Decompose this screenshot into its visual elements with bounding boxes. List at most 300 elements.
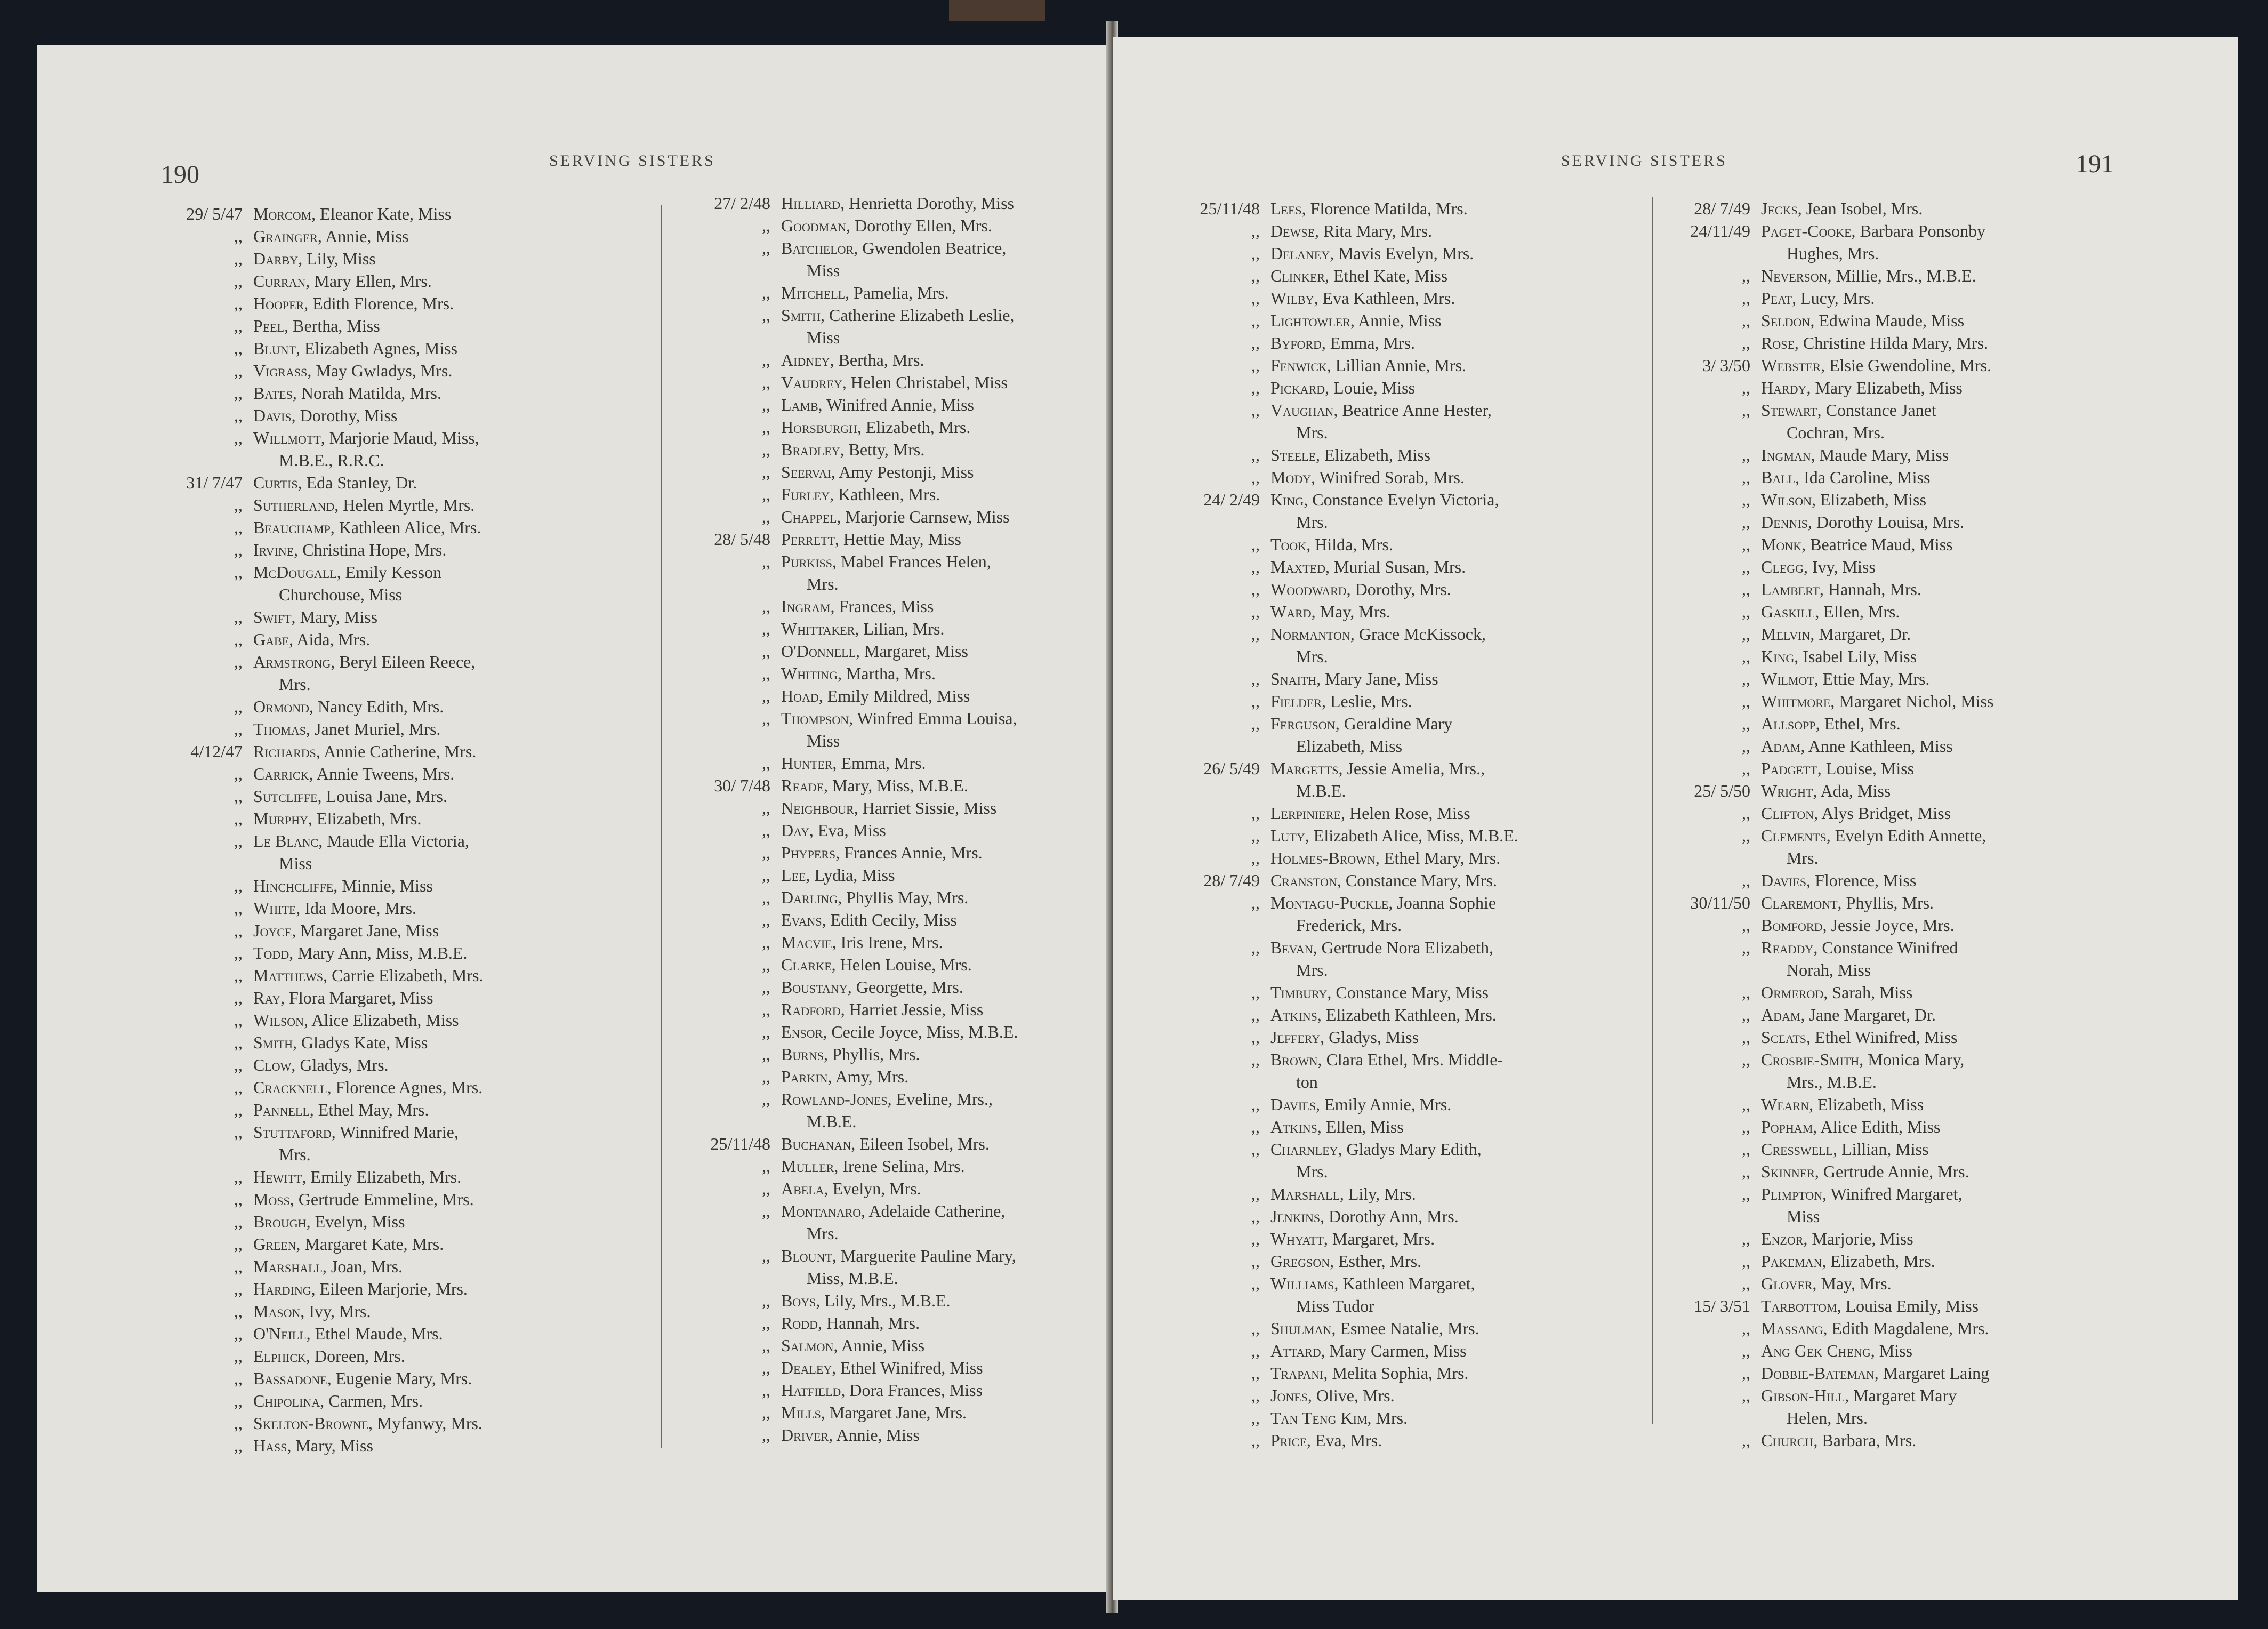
entry-date: ,, <box>234 1078 243 1097</box>
entry-name <box>1270 1227 1435 1250</box>
entry-name <box>1270 757 1485 780</box>
given-names: Henrietta Dorothy, Miss <box>849 194 1014 213</box>
entry-row <box>674 349 1106 371</box>
entry-name <box>781 998 983 1021</box>
surname: Lambert, <box>1761 580 1824 599</box>
entry-row <box>1654 421 2230 444</box>
surname: Davies, <box>1761 871 1811 890</box>
entry-row <box>1654 690 2230 712</box>
surname: Neverson, <box>1761 266 1832 285</box>
entry-name <box>781 371 1008 394</box>
entry-date: 24/11/49 <box>1690 221 1750 240</box>
entry-date: ,, <box>762 619 770 638</box>
given-names: Marjorie Carnsew, Miss <box>845 507 1010 526</box>
entry-row <box>1654 959 2230 981</box>
entry-row <box>1654 1004 2230 1026</box>
surname: Margetts, <box>1270 759 1343 778</box>
entry-name <box>253 1255 403 1278</box>
entry-row <box>674 573 1106 595</box>
given-names: Annie Catherine, Mrs. <box>324 742 477 761</box>
entry-date: ,, <box>762 686 770 705</box>
entry-date: ,, <box>1742 1363 1750 1383</box>
surname: King, <box>1270 490 1308 509</box>
entry-row <box>674 1401 1106 1424</box>
entry-date: 30/11/50 <box>1690 893 1750 912</box>
surname: Gregson, <box>1270 1251 1334 1271</box>
entry-name <box>781 1424 920 1446</box>
entry-row <box>674 864 1106 886</box>
surname: Darling, <box>781 888 842 907</box>
entry-row <box>1654 1205 2230 1227</box>
given-names: Margaret, Dr. <box>1819 624 1911 644</box>
given-names: Gertrude Emmeline, Mrs. <box>298 1190 474 1209</box>
given-names: Norah Matilda, Mrs. <box>301 383 441 403</box>
entry-name <box>781 483 940 505</box>
surname: Readdy, <box>1761 938 1818 957</box>
given-names: Mary, Miss, M.B.E. <box>832 776 968 795</box>
entry-date: ,, <box>1742 311 1750 330</box>
entry-date: ,, <box>1251 221 1260 240</box>
entry-date: ,, <box>1742 983 1750 1002</box>
given-names: Kathleen Margaret, <box>1342 1274 1475 1293</box>
entry-row <box>147 919 701 942</box>
entry-date: 25/ 5/50 <box>1694 781 1750 800</box>
given-names: Kathleen, Mrs. <box>838 485 940 504</box>
entry-name <box>781 1088 993 1110</box>
entry-name <box>1270 600 1390 623</box>
surname: Paget-Cooke, <box>1761 221 1856 240</box>
given-names: Joanna Sophie <box>1397 893 1497 912</box>
given-names: Margaret, Miss <box>864 641 968 661</box>
given-names: Winfred Emma Louisa, <box>857 709 1017 728</box>
entry-date: ,, <box>234 1302 243 1321</box>
entry-date: ,, <box>1742 468 1750 487</box>
given-names: Elsie Gwendoline, Mrs. <box>1829 356 1992 375</box>
given-names: Helen Rose, Miss <box>1349 804 1470 823</box>
given-names: Gwendolen Beatrice, <box>862 238 1007 258</box>
entry-name <box>253 964 483 986</box>
surname: Radford, <box>781 1000 845 1019</box>
given-names: Joan, Mrs. <box>331 1257 403 1276</box>
surname: Vaughan, <box>1270 400 1338 420</box>
entry-row <box>147 964 701 986</box>
entry-date: ,, <box>234 1369 243 1388</box>
entry-date: ,, <box>1742 1319 1750 1338</box>
entry-name <box>781 595 934 617</box>
surname: Pannell, <box>253 1100 314 1119</box>
surname: Clifton, <box>1761 804 1819 823</box>
given-names: Churchouse, Miss <box>279 585 403 604</box>
surname: Massang, <box>1761 1319 1828 1338</box>
entry-row <box>674 1222 1106 1245</box>
entry-name <box>781 931 943 953</box>
entry-date: ,, <box>234 1436 243 1455</box>
entry-name <box>807 259 840 282</box>
entry-date: ,, <box>234 495 243 515</box>
entry-name <box>1761 712 1901 735</box>
entry-row <box>674 595 1106 617</box>
entry-name <box>781 953 972 976</box>
entry-name <box>1296 1295 1374 1317</box>
given-names: Constance Winifred <box>1822 938 1958 957</box>
given-names: Harriet Jessie, Miss <box>849 1000 984 1019</box>
entry-name <box>253 404 397 427</box>
entry-row <box>1654 309 2230 332</box>
entry-date: ,, <box>1742 692 1750 711</box>
surname: Montanaro, <box>781 1201 866 1221</box>
entry-name <box>1270 556 1466 578</box>
given-names: Minnie, Miss <box>342 876 433 895</box>
entry-name <box>253 897 416 919</box>
entry-row <box>147 1345 701 1367</box>
given-names: Mary Carmen, Miss <box>1329 1341 1467 1360</box>
given-names: Lily, Mrs., M.B.E. <box>824 1291 951 1310</box>
entry-date: ,, <box>762 507 770 526</box>
entry-row <box>1654 1160 2230 1183</box>
surname: Swift, <box>253 607 296 627</box>
entry-row <box>147 874 701 897</box>
surname: Smith, <box>781 306 825 325</box>
given-names: Leslie, Mrs. <box>1330 692 1412 711</box>
entry-row <box>147 1009 701 1031</box>
surname: Hass, <box>253 1436 292 1455</box>
given-names: Jessie Amelia, Mrs., <box>1347 759 1485 778</box>
given-names: Christina Hope, Mrs. <box>302 540 447 559</box>
surname: Whiting, <box>781 664 842 683</box>
entry-row <box>1654 824 2230 847</box>
entry-row <box>1164 488 1724 511</box>
surname: Sutherland, <box>253 495 339 515</box>
entry-name <box>253 763 454 785</box>
entry-row <box>674 237 1106 259</box>
entry-name <box>1270 1116 1404 1138</box>
entry-date: ,, <box>1251 1319 1260 1338</box>
entry-row <box>1654 600 2230 623</box>
given-names: Emily Mildred, Miss <box>827 686 970 705</box>
given-names: Mrs., M.B.E. <box>1787 1072 1877 1092</box>
given-names: Elizabeth, Miss <box>1324 445 1431 464</box>
entry-row <box>1164 533 1724 556</box>
entry-row <box>1164 1160 1724 1183</box>
surname: Rowland-Jones, <box>781 1089 892 1109</box>
entry-row <box>1164 690 1724 712</box>
given-names: Maude Mary, Miss <box>1819 445 1949 464</box>
given-names: Ellen, Mrs. <box>1823 602 1900 621</box>
entry-date: 25/11/48 <box>1200 199 1260 218</box>
entry-name <box>253 539 446 561</box>
given-names: Mrs. <box>807 1224 839 1243</box>
given-names: Millie, Mrs., M.B.E. <box>1836 266 1976 285</box>
given-names: May Gwladys, Mrs. <box>316 361 453 380</box>
entry-date: ,, <box>1251 1408 1260 1427</box>
given-names: Elizabeth, Mrs. <box>1830 1251 1935 1271</box>
given-names: Betty, Mrs. <box>848 440 925 459</box>
entry-row <box>674 640 1106 662</box>
entry-row <box>147 270 701 292</box>
entry-date: ,, <box>234 1100 243 1119</box>
entry-row <box>674 931 1106 953</box>
entry-row <box>147 1434 701 1457</box>
entry-date: 27/ 2/48 <box>714 194 770 213</box>
entry-row <box>1654 735 2230 757</box>
given-names: Mary, Miss <box>295 1436 373 1455</box>
entry-date: ,, <box>762 1157 770 1176</box>
entry-name <box>1761 1362 1989 1384</box>
entry-name <box>253 494 474 516</box>
entry-date: 4/12/47 <box>190 742 243 761</box>
entry-date: ,, <box>1742 714 1750 733</box>
given-names: Martha, Mrs. <box>846 664 936 683</box>
surname: Maxted, <box>1270 557 1330 576</box>
entry-row <box>1654 914 2230 936</box>
entry-date: ,, <box>1742 1184 1750 1203</box>
surname: Allsopp, <box>1761 714 1820 733</box>
entry-name <box>781 976 963 998</box>
entry-date: ,, <box>1742 1050 1750 1069</box>
surname: Thomas, <box>253 719 311 739</box>
given-names: Elizabeth, Miss <box>1817 1095 1924 1114</box>
entry-name <box>1761 802 1951 824</box>
entry-name <box>1270 1272 1475 1295</box>
entry-name <box>807 729 840 752</box>
surname: Timbury, <box>1270 983 1332 1002</box>
entry-row <box>147 1031 701 1054</box>
given-names: Gertrude Annie, Mrs. <box>1823 1162 1969 1181</box>
entry-date: ,, <box>234 1122 243 1142</box>
entry-row <box>1164 1048 1724 1071</box>
entry-name <box>1787 242 1879 264</box>
entry-name <box>1761 1317 1989 1339</box>
entry-row <box>674 774 1106 797</box>
entry-row <box>1654 533 2230 556</box>
given-names: Nancy Edith, Mrs. <box>318 697 444 716</box>
entry-name <box>253 1031 428 1054</box>
entry-date: ,, <box>1742 1274 1750 1293</box>
surname: Davies, <box>1270 1095 1321 1114</box>
entry-row <box>674 304 1106 326</box>
given-names: Margaret Kate, Mrs. <box>304 1234 444 1254</box>
entry-row <box>674 909 1106 931</box>
given-names: Margaret Mary <box>1853 1386 1957 1405</box>
given-names: Emma, Mrs. <box>841 753 926 773</box>
given-names: Mrs. <box>807 574 839 593</box>
entry-name <box>781 797 996 819</box>
page-number: 191 <box>2076 150 2114 178</box>
entry-row <box>674 1289 1106 1312</box>
given-names: Ada, Miss <box>1820 781 1891 800</box>
given-names: Lillian Annie, Mrs. <box>1335 356 1467 375</box>
entry-row <box>147 1054 701 1076</box>
entry-row <box>674 1065 1106 1088</box>
entry-name <box>1270 981 1489 1004</box>
entry-name <box>279 852 312 874</box>
entry-date: ,, <box>762 753 770 773</box>
given-names: Myfanwy, Mrs. <box>377 1414 482 1433</box>
given-names: Ivy, Mrs. <box>309 1302 371 1321</box>
entry-date: ,, <box>234 339 243 358</box>
surname: Bates, <box>253 383 297 403</box>
entry-row <box>674 819 1106 841</box>
given-names: Constance Mary, Mrs. <box>1345 871 1497 890</box>
surname: Clinker, <box>1270 266 1329 285</box>
entry-date: 28/ 5/48 <box>714 529 770 549</box>
entry-date: ,, <box>762 350 770 370</box>
entry-row <box>147 651 701 673</box>
surname: Normanton, <box>1270 624 1355 644</box>
entry-name <box>781 1065 908 1088</box>
given-names: Emily Elizabeth, Mrs. <box>310 1167 462 1186</box>
entry-name <box>781 886 968 909</box>
surname: Attard, <box>1270 1341 1325 1360</box>
entry-name <box>1761 1429 1916 1451</box>
entry-date: ,, <box>1742 1341 1750 1360</box>
entry-row <box>1654 645 2230 668</box>
entry-name <box>1761 1160 1969 1183</box>
given-names: Dorothy Ellen, Mrs. <box>855 216 992 235</box>
given-names: Margaret Jane, Mrs. <box>829 1403 967 1422</box>
given-names: Miss <box>807 261 840 280</box>
given-names: Kathleen Alice, Mrs. <box>339 518 481 537</box>
surname: Tarbottom, <box>1761 1296 1841 1315</box>
entry-date: ,, <box>234 652 243 671</box>
entry-name <box>253 1166 461 1188</box>
entry-row <box>147 247 701 270</box>
entry-date: ,, <box>1251 669 1260 688</box>
surname: Whitmore, <box>1761 692 1835 711</box>
entry-row <box>674 1334 1106 1357</box>
entry-date: ,, <box>1742 804 1750 823</box>
given-names: Phyllis, Mrs. <box>1846 893 1934 912</box>
entry-row <box>1654 1362 2230 1384</box>
entry-name <box>781 550 991 573</box>
given-names: Annie Tweens, Mrs. <box>316 764 455 783</box>
entry-row <box>1654 444 2230 466</box>
entry-row <box>674 1133 1106 1155</box>
surname: Boustany, <box>781 977 852 997</box>
entry-date: ,, <box>1251 378 1260 397</box>
entry-date: ,, <box>762 865 770 885</box>
entry-name <box>781 1379 983 1401</box>
given-names: Catherine Elizabeth Leslie, <box>829 306 1015 325</box>
surname: Goodman, <box>781 216 851 235</box>
entry-name <box>1761 869 1916 892</box>
entry-row <box>674 214 1106 237</box>
entry-name <box>781 1289 951 1312</box>
surname: Popham, <box>1761 1117 1817 1136</box>
entry-name <box>1270 1183 1416 1205</box>
entry-row <box>1164 1339 1724 1362</box>
entry-name <box>781 461 974 483</box>
entry-row <box>147 225 701 247</box>
entry-row <box>674 1357 1106 1379</box>
entry-name <box>1270 1407 1408 1429</box>
entry-date: ,, <box>234 1212 243 1231</box>
entry-date: ,, <box>1742 1005 1750 1024</box>
entry-row <box>1164 668 1724 690</box>
entry-name <box>279 449 384 471</box>
entry-row <box>1164 1071 1724 1093</box>
surname: Peel, <box>253 316 289 335</box>
surname: Whyatt, <box>1270 1229 1328 1248</box>
given-names: Miss <box>1787 1207 1820 1226</box>
surname: Ray, <box>253 988 285 1007</box>
entry-row <box>674 1424 1106 1446</box>
entry-name <box>781 1401 967 1424</box>
surname: Burns, <box>781 1045 829 1064</box>
given-names: Murial Susan, Mrs. <box>1334 557 1466 576</box>
entry-row <box>1164 399 1724 421</box>
given-names: Dorothy Ann, Mrs. <box>1329 1207 1459 1226</box>
surname: Jeffery, <box>1270 1028 1325 1047</box>
surname: Plimpton, <box>1761 1184 1827 1203</box>
entry-date: ,, <box>1251 580 1260 599</box>
surname: Pakeman, <box>1761 1251 1827 1271</box>
surname: Curtis, <box>253 473 302 492</box>
entry-date: ,, <box>1251 1207 1260 1226</box>
surname: Wilson, <box>253 1010 308 1030</box>
entry-row <box>147 494 701 516</box>
surname: Grainger, <box>253 227 322 246</box>
running-head: SERVING SISTERS <box>1561 152 1727 170</box>
entry-date: ,, <box>1742 1431 1750 1450</box>
entry-row <box>1164 309 1724 332</box>
given-names: Anne Kathleen, Miss <box>1808 736 1953 756</box>
entry-row <box>1654 1384 2230 1407</box>
given-names: Louise, Miss <box>1825 759 1915 778</box>
entry-row <box>147 673 701 695</box>
entry-name <box>807 1267 898 1289</box>
entry-row <box>1654 264 2230 287</box>
given-names: Phyllis May, Mrs. <box>846 888 969 907</box>
entry-name <box>253 830 469 852</box>
entry-row <box>1164 1004 1724 1026</box>
surname: Marshall, <box>253 1257 327 1276</box>
surname: Matthews, <box>253 966 328 985</box>
given-names: M.B.E., R.R.C. <box>279 451 384 470</box>
surname: Vigrass, <box>253 361 312 380</box>
column-rule <box>1652 197 1653 1424</box>
entry-date: ,, <box>234 406 243 425</box>
entry-name <box>253 695 444 718</box>
surname: Ingram, <box>781 597 835 616</box>
entry-row <box>674 1088 1106 1110</box>
given-names: Elizabeth, Miss <box>1820 490 1927 509</box>
given-names: Harriet Sissie, Miss <box>862 798 997 817</box>
entry-date: ,, <box>234 1190 243 1209</box>
surname: Ward, <box>1270 602 1316 621</box>
entry-row <box>674 416 1106 438</box>
entry-name <box>1787 1071 1877 1093</box>
surname: Lees, <box>1270 199 1306 218</box>
given-names: Winifred Margaret, <box>1830 1184 1963 1203</box>
entry-date: ,, <box>234 943 243 962</box>
entry-name <box>1270 623 1486 645</box>
entry-row <box>1164 1205 1724 1227</box>
surname: Byford, <box>1270 333 1326 352</box>
given-names: Norah, Miss <box>1787 960 1871 980</box>
entry-row <box>1654 1093 2230 1116</box>
given-names: Rita Mary, Mrs. <box>1323 221 1433 240</box>
entry-date: ,, <box>1251 1095 1260 1114</box>
given-names: Lilian, Mrs. <box>863 619 945 638</box>
given-names: Ivy, Miss <box>1812 557 1876 576</box>
surname: Phypers, <box>781 843 840 862</box>
given-names: Gertrude Nora Elizabeth, <box>1321 938 1494 957</box>
entry-date: ,, <box>762 238 770 258</box>
surname: Mitchell, <box>781 283 850 302</box>
given-names: Louisa Emily, Miss <box>1845 1296 1979 1315</box>
entry-row <box>674 1200 1106 1222</box>
